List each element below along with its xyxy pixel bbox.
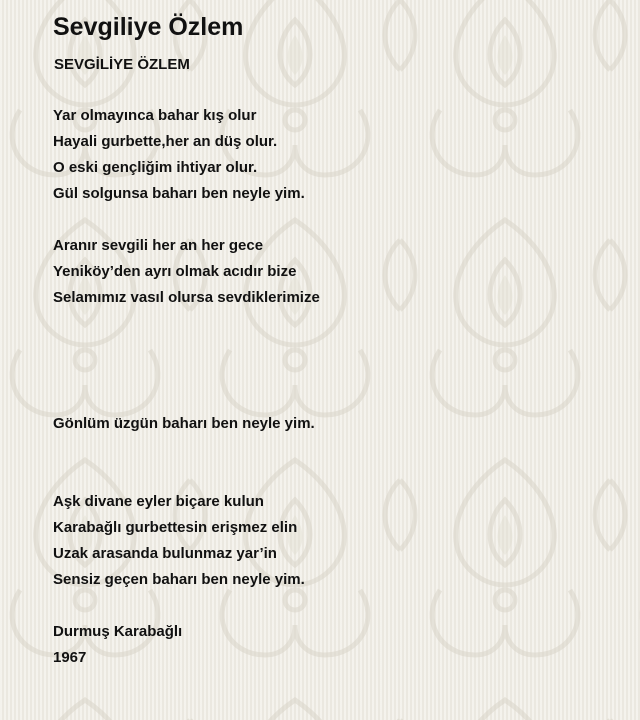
poem-line: Selamımız vasıl olursa sevdiklerimize [53, 289, 320, 306]
poem-author: Durmuş Karabağlı [53, 623, 183, 640]
page-title: Sevgiliye Özlem [53, 13, 244, 41]
poem-line: Sensiz geçen baharı ben neyle yim. [53, 571, 305, 588]
poem-line: O eski gençliğim ihtiyar olur. [53, 159, 258, 176]
poem-line: Yeniköy’den ayrı olmak acıdır bize [53, 263, 297, 280]
poem-line: Hayali gurbette,her an düş olur. [53, 133, 278, 150]
poem-year: 1967 [53, 649, 87, 666]
poem-line: Yar olmayınca bahar kış olur [53, 107, 257, 124]
poem-line: Uzak arasanda bulunmaz yar’in [53, 545, 277, 562]
poem-line: Aşk divane eyler biçare kulun [53, 493, 264, 510]
poem-subtitle: SEVGİLİYE ÖZLEM [54, 56, 190, 73]
poem-line: Aranır sevgili her an her gece [53, 237, 264, 254]
poem-line: Karabağlı gurbettesin erişmez elin [53, 519, 298, 536]
poem-line: Gül solgunsa baharı ben neyle yim. [53, 185, 305, 202]
poem-line: Gönlüm üzgün baharı ben neyle yim. [53, 415, 315, 432]
